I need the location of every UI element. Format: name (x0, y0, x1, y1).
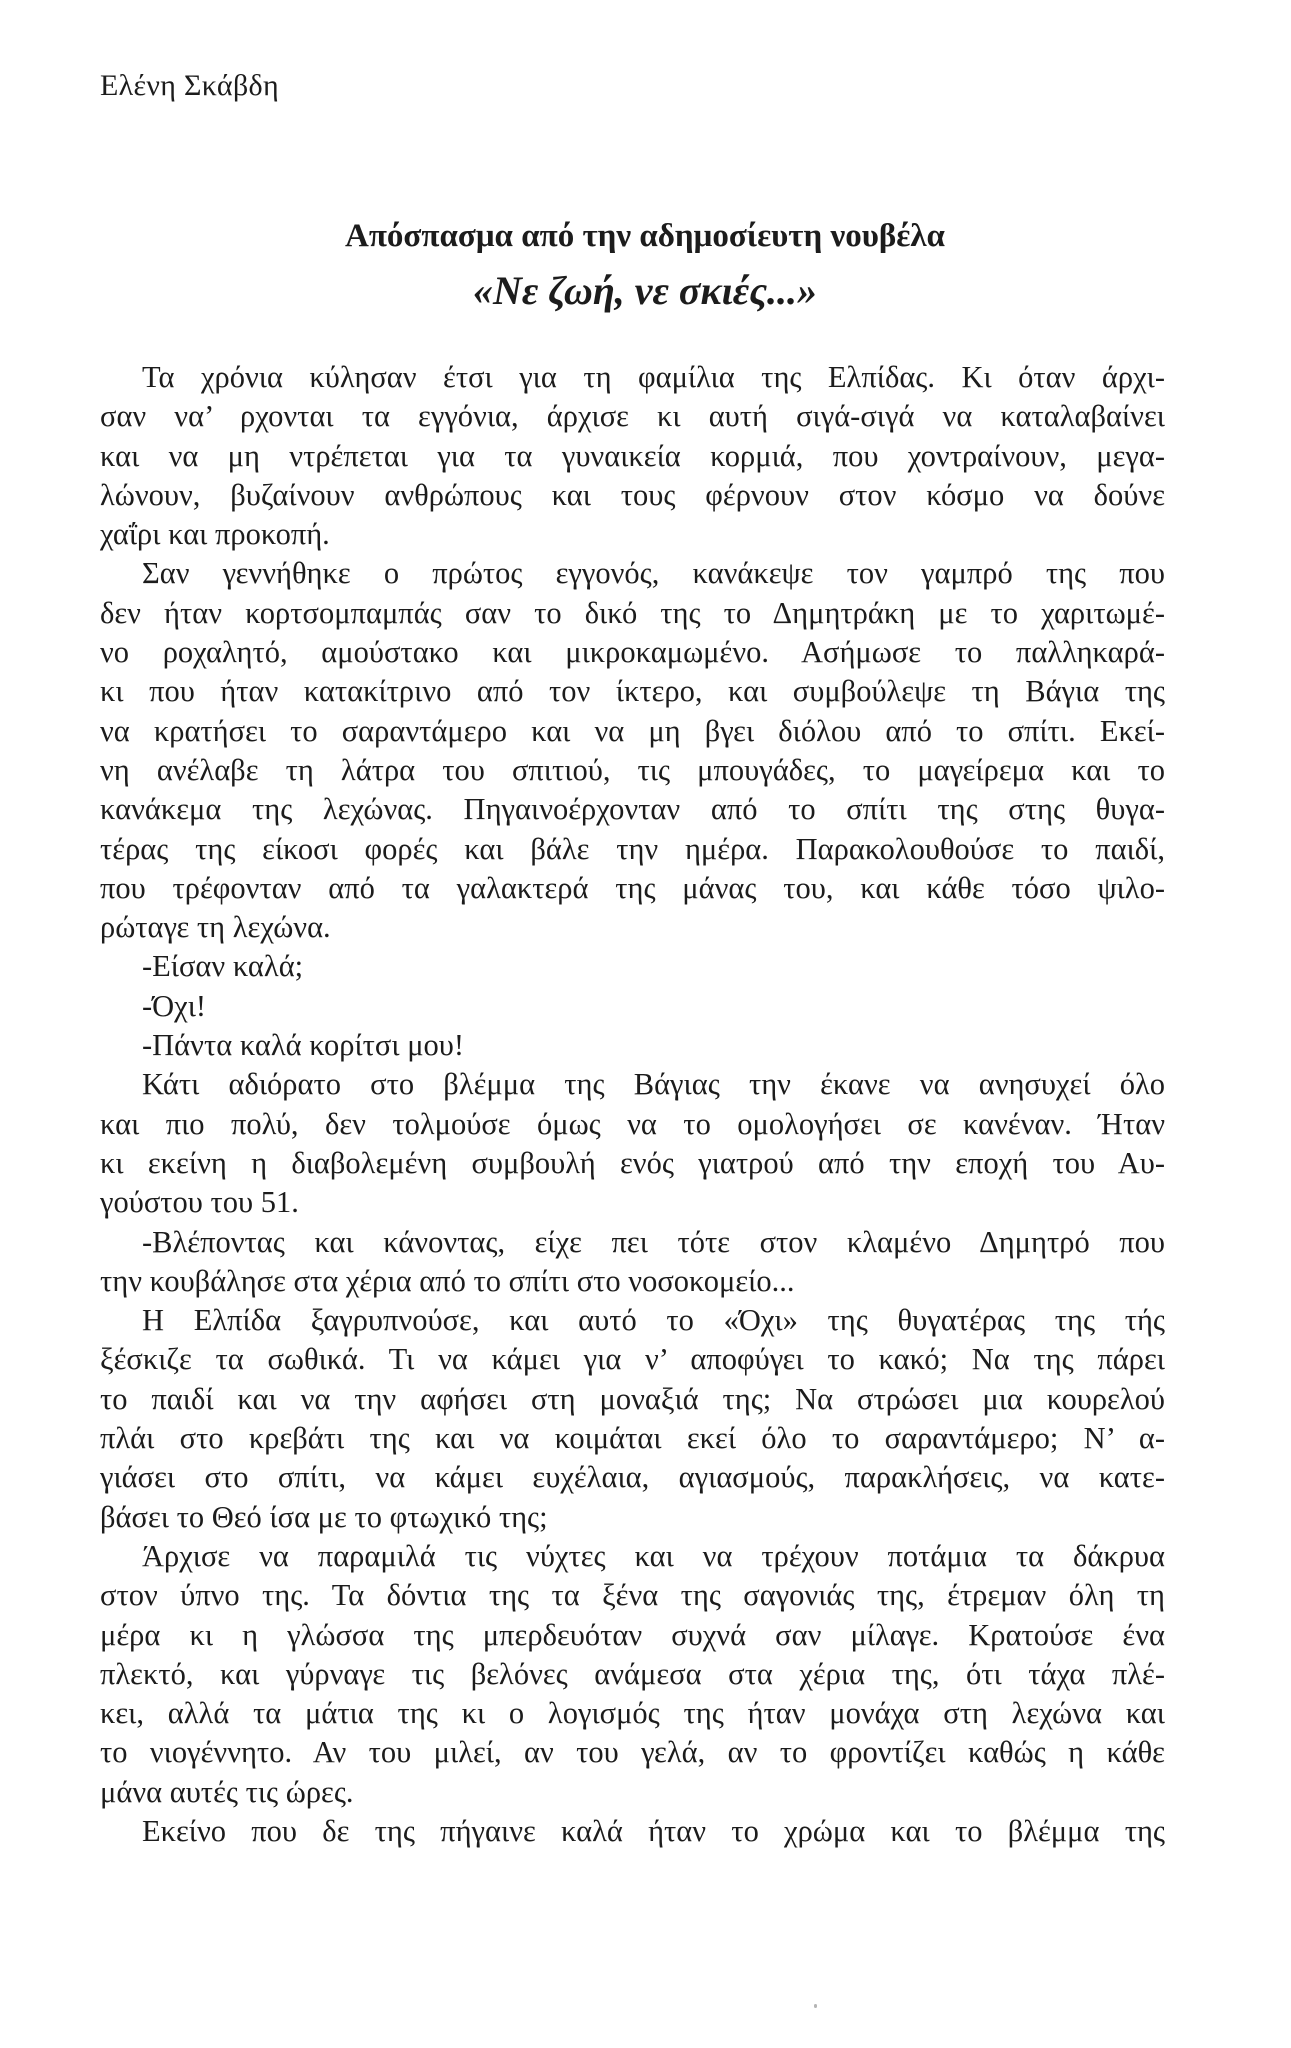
text-line: νο ροχαλητό, αμούστακο και μικροκαμωμένο. Ασήμωσε το παλληκαρά- (100, 635, 1165, 670)
text-line: γούστου του 51. (100, 1185, 299, 1220)
text-line: βάσει το Θεό ίσα με το φτωχικό της; (100, 1499, 548, 1534)
text-line: Άρχισε να παραμιλά τις νύχτες και να τρέχουν ποτάμια τα δάκρυα (142, 1538, 1165, 1573)
dialogue-line: -Πάντα καλά κορίτσι μου! (142, 1028, 465, 1063)
text-line: το νιογέννητο. Αν του μιλεί, αν του γελά, αν το φροντίζει καθώς η κάθε (100, 1735, 1165, 1770)
dialogue-line: -Είσαν καλά; (142, 949, 304, 984)
text-line: Τα χρόνια κύλησαν έτσι για τη φαμίλια της Ελπίδας. Κι όταν άρχι- (142, 360, 1165, 394)
text-line: γιάσει στο σπίτι, να κάμει ευχέλαια, αγιασμούς, παρακλήσεις, να κατε- (100, 1460, 1165, 1495)
text-line: και πιο πολύ, δεν τολμούσε όμως να το ομολογήσει σε κανέναν. Ήταν (100, 1106, 1165, 1141)
scan-speck (814, 2004, 817, 2008)
text-line: που τρέφονταν από τα γαλακτερά της μάνας του, και κάθε τόσο ψιλο- (100, 870, 1165, 905)
text-line: χαΐρι και προκοπή. (100, 517, 330, 552)
dialogue-line: -Όχι! (142, 988, 207, 1023)
body-text (100, 358, 1165, 1851)
text-line: πλάι στο κρεβάτι της και να κοιμάται εκεί όλο το σαραντάμερο; Ν’ α- (100, 1421, 1165, 1456)
text-line: λώνουν, βυζαίνουν ανθρώπους και τους φέρνουν στον κόσμο να δούνε (100, 477, 1165, 512)
text-line: κι που ήταν κατακίτρινο από τον ίκτερο, και συμβούλεψε τη Βάγια της (100, 674, 1165, 709)
dialogue-line: -Βλέποντας και κάνοντας, είχε πει τότε στον κλαμένο Δημητρό που (142, 1224, 1165, 1259)
text-line: μάνα αυτές τις ώρες. (100, 1774, 354, 1809)
text-line: την κουβάλησε στα χέρια από το σπίτι στο νοσοκομείο... (100, 1263, 795, 1298)
novella-title: «Νε ζωή, νε σκιές...» (472, 268, 818, 313)
excerpt-heading: Απόσπασμα από την αδημοσίευτη νουβέλα (345, 218, 945, 254)
text-line: κανάκεμα της λεχώνας. Πηγαινοέρχονταν από το σπίτι της στης θυγα- (100, 792, 1165, 827)
text-line: ρώταγε τη λεχώνα. (100, 910, 331, 945)
text-line: μέρα κι η γλώσσα της μπερδευόταν συχνά σαν μίλαγε. Κρατούσε ένα (100, 1617, 1165, 1652)
text-line: Εκείνο που δε της πήγαινε καλά ήταν το χρώμα και το βλέμμα της (142, 1813, 1165, 1848)
text-line: Η Ελπίδα ξαγρυπνούσε, και αυτό το «Όχι» της θυγατέρας της τής (142, 1303, 1165, 1338)
text-line: το παιδί και να την αφήσει στη μοναξιά της; Να στρώσει μια κουρελού (100, 1381, 1165, 1416)
text-line: ξέσκιζε τα σωθικά. Τι να κάμει για ν’ αποφύγει το κακό; Να της πάρει (100, 1342, 1165, 1377)
text-line: στον ύπνο της. Τα δόντια της τα ξένα της σαγονιάς της, έτρεμαν όλη τη (100, 1578, 1165, 1613)
text-line: πλεκτό, και γύρναγε τις βελόνες ανάμεσα στα χέρια της, ότι τάχα πλέ- (100, 1656, 1165, 1691)
text-line: τέρας της είκοσι φορές και βάλε την ημέρα. Παρακολουθούσε το παιδί, (100, 831, 1165, 866)
text-line: κει, αλλά τα μάτια της κι ο λογισμός της ήταν μονάχα στη λεχώνα και (100, 1696, 1165, 1731)
text-line: νη ανέλαβε τη λάτρα του σπιτιού, τις μπουγάδες, το μαγείρεμα και το (100, 752, 1165, 787)
text-line: Σαν γεννήθηκε ο πρώτος εγγονός, κανάκεψε τον γαμπρό της που (142, 556, 1165, 591)
text-line: σαν να’ ρχονται τα εγγόνια, άρχισε κι αυτή σιγά-σιγά να καταλαβαίνει (100, 399, 1165, 434)
author-name: Ελένη Σκάβδη (100, 69, 279, 102)
text-line: και να μη ντρέπεται για τα γυναικεία κορμιά, που χοντραίνουν, μεγα- (100, 438, 1165, 473)
text-line: κι εκείνη η διαβολεμένη συμβουλή ενός γιατρού από την εποχή του Αυ- (100, 1145, 1165, 1180)
text-line: δεν ήταν κορτσομπαμπάς σαν το δικό της το Δημητράκη με το χαριτωμέ- (100, 595, 1165, 630)
text-line: να κρατήσει το σαραντάμερο και να μη βγει διόλου από το σπίτι. Εκεί- (100, 713, 1165, 748)
text-line: Κάτι αδιόρατο στο βλέμμα της Βάγιας την έκανε να ανησυχεί όλο (142, 1067, 1165, 1102)
